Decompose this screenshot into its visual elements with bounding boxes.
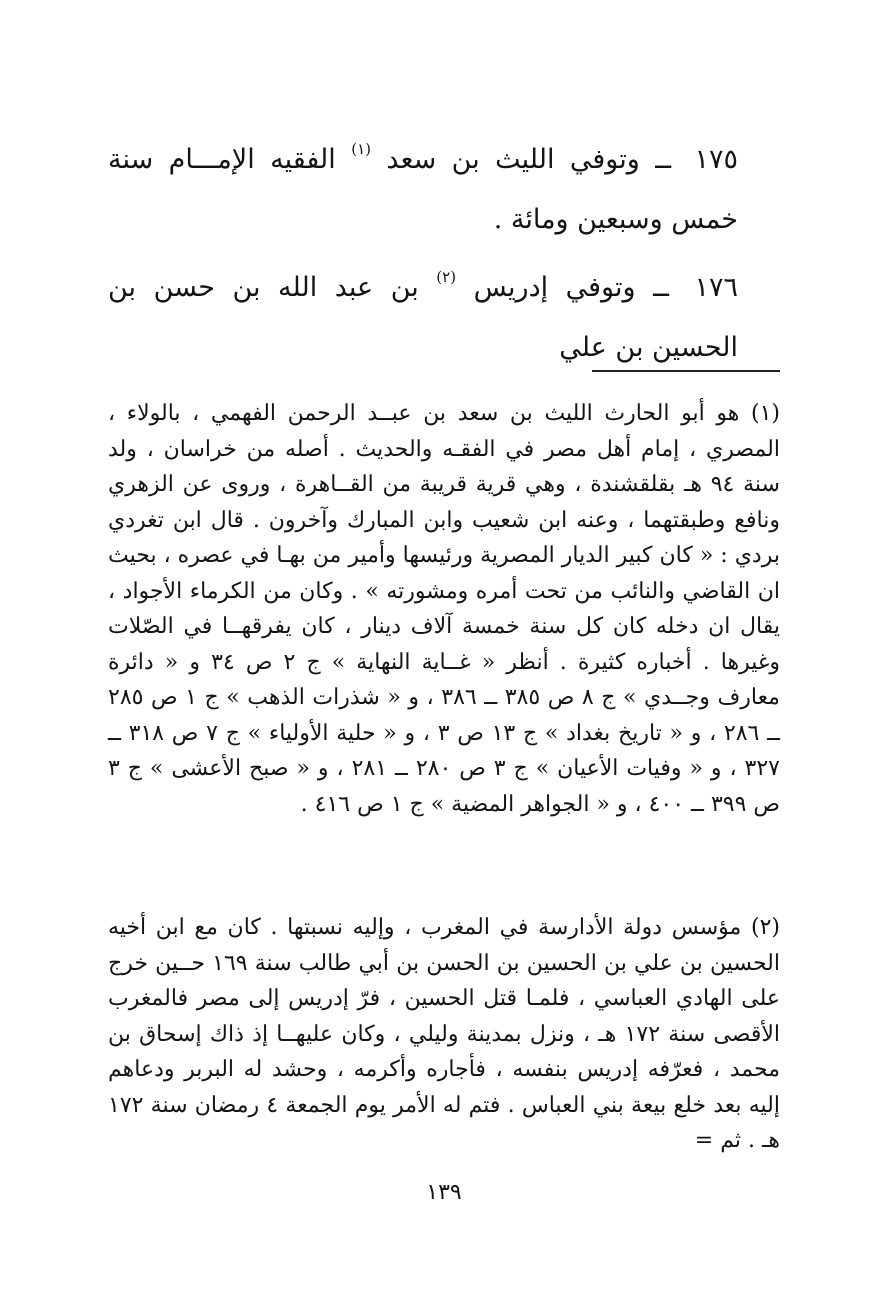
footnote-text: هو أبو الحارث الليث بن سعد بن عبــد الرحمن الفهمي ، بالولاء ، المصري ، إمام أهل مصر في الفقـه والحديث . أصله من خراسان ، ولد سنة ٩٤ هـ بقلقشندة ، وهي قرية قريبة من القــاهرة ، وروى عن الزهري ونافع وطبقتهما ، وعنه ابن شعيب وابن المبارك وآخرون . قال ابن تغردي بردي : « كان كبير الديار المصرية ورئيسها وأمير من بهـا في عصره ، بحيث ان القاضي والنائب من تحت أمره ومشورته » . وكان من الكرماء الأجواد ، يقال ان دخله كان كل سنة خمسة آلاف دينار ، كان يفرقهــا في الصّلات وغيرها . أخباره كثيرة . أنظر « غــاية النهاية » ج ٢ ص ٣٤ و « دائرة معارف وجــدي » ج ٨ ص ٣٨٥ ــ ٣٨٦ ، و « شذرات الذهب » ج ١ ص ٢٨٥ ــ ٢٨٦ ، و « تاريخ بغداد » ج ١٣ ص ٣ ، و « حلية الأولياء » ج ٧ ص ٣١٨ ــ ٣٢٧ ، و « وفيات الأعيان » ج ٣ ص ٢٨٠ ــ ٢٨١ ، و « صبح الأعشى » ج ٣ ص ٣٩٩ ــ ٤٠٠ ، و « الجواهر المضية » ج ١ ص ٤١٦ . — [108, 401, 780, 817]
footnote-reference[interactable]: (١) — [351, 140, 371, 158]
entry-number: ١٧٦ — [694, 272, 738, 303]
entry-175 — [108, 130, 738, 250]
entry-number: ١٧٥ — [694, 144, 738, 175]
entry-176 — [108, 258, 738, 378]
entry-text-start: ــ وتوفي إدريس — [473, 272, 669, 303]
footnote-reference[interactable]: (٢) — [436, 268, 457, 286]
footnote-2 — [108, 910, 780, 1159]
entry-text-end: بن عبد الله بن حسن بن الحسين بن علي — [108, 272, 738, 363]
page-number: ١٣٩ — [426, 1180, 462, 1205]
footnote-text: مؤسس دولة الأدارسة في المغرب ، وإليه نسبتها . كان مع ابن أخيه الحسين بن علي بن الحسين بن الحسن بن أبي طالب سنة ١٦٩ حــين خرج على الهادي العباسي ، فلمـا قتل الحسين ، فرّ إدريس إلى مصر فالمغرب الأقصى سنة ١٧٢ هـ ، ونزل بمدينة وليلي ، وكان عليهــا إذ ذاك إسحاق بن محمد ، فعرّفه إدريس بنفسه ، فأجاره وأكرمه ، وحشد له البربر ودعاهم إليه بعد خلع بيعة بني العباس . فتم له الأمر يوم الجمعة ٤ رمضان سنة ١٧٢ هـ . ثم = — [108, 915, 780, 1153]
entry-text-start: ــ وتوفي الليث بن سعد — [386, 144, 672, 175]
entry-text-end: الفقيه الإمـــام سنة خمس وسبعين ومائة . — [108, 144, 738, 235]
footnote-1 — [108, 396, 780, 822]
footnote-divider — [592, 370, 780, 372]
footnote-marker: (١) — [750, 401, 780, 426]
footnote-marker: (٢) — [751, 915, 781, 940]
